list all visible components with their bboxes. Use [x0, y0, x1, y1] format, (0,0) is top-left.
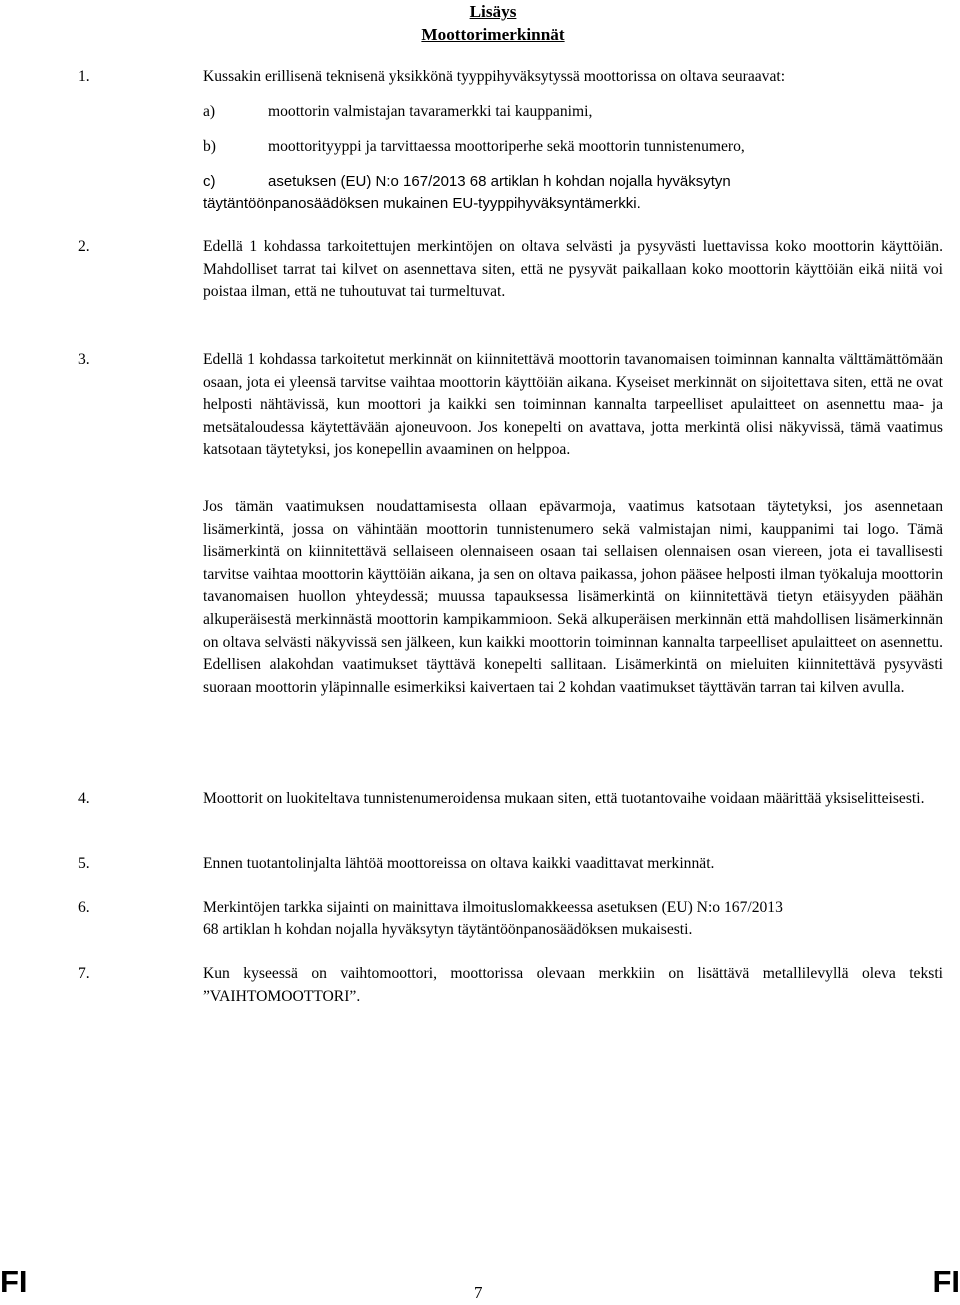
subitem-text-continued: täytäntöönpanosäädöksen mukainen EU-tyyppihyväksyntämerkki. — [203, 195, 641, 212]
page-number: 7 — [474, 1283, 483, 1302]
subitem-text: moottorityyppi ja tarvittaessa moottoriperhe sekä moottorin tunnistenumero, — [268, 138, 745, 155]
item-number: 7. — [78, 965, 90, 982]
subitem-label: c) — [203, 173, 216, 190]
item-text: Kun kyseessä on vaihtomoottori, moottorissa olevaan merkkiin on lisättävä metallilevyllä oleva teksti ”VAIHTOMOOTTORI”. — [203, 965, 943, 1005]
item-text: Moottorit on luokiteltava tunnistenumeroidensa mukaan siten, että tuotantovaihe voidaan määrittää yksiselitteisesti. — [203, 790, 925, 807]
item-number: 6. — [78, 899, 90, 916]
item-text-line-2: 68 artiklan h kohdan nojalla hyväksytyn täytäntöönpanosäädöksen mukaisesti. — [203, 921, 693, 938]
subitem-label: b) — [203, 138, 216, 155]
footer-language-code-left: FI — [0, 1264, 28, 1299]
page-title-line-1: Lisäys — [469, 2, 517, 21]
subitem-label: a) — [203, 103, 216, 120]
subitem-text: asetuksen (EU) N:o 167/2013 68 artiklan h kohdan nojalla hyväksytyn — [268, 173, 731, 190]
item-number: 2. — [78, 238, 90, 255]
item-text-line-1: Merkintöjen tarkka sijainti on mainittava ilmoituslomakkeessa asetuksen (EU) N:o 167/2013 — [203, 899, 783, 916]
item-number: 5. — [78, 855, 90, 872]
item-number: 1. — [78, 68, 90, 85]
subitem-text: moottorin valmistajan tavaramerkki tai kauppanimi, — [268, 103, 593, 120]
item-number: 3. — [78, 351, 90, 368]
item-text: Ennen tuotantolinjalta lähtöä moottoreissa on oltava kaikki vaadittavat merkinnät. — [203, 855, 715, 872]
page-title-line-2: Moottorimerkinnät — [421, 25, 565, 44]
item-number: 4. — [78, 790, 90, 807]
footer-language-code-right: FI — [932, 1264, 960, 1299]
item-text: Edellä 1 kohdassa tarkoitettujen merkintöjen on oltava selvästi ja pysyvästi luettavissa koko moottorin käyttöiän. Mahdolliset tarrat tai kilvet on asennettava siten, että ne pysyvät paikallaan koko moottorin käyttöiän eikä niitä voi poistaa ilman, että ne tuhoutuvat tai turmeltuvat. — [203, 238, 943, 301]
item-text: Kussakin erillisenä teknisenä yksikkönä tyyppihyväksytyssä moottorissa on oltava seuraavat: — [203, 68, 786, 85]
item-text: Edellä 1 kohdassa tarkoitetut merkinnät on kiinnitettävä moottorin tavanomaisen toiminnan kannalta välttämättömään osaan, jota ei yleensä tarvitse vaihtaa moottorin käyttöiän aikana. Kyseiset merkinnät on sijoitettava siten, että ne ovat helposti nähtävissä, kun moottori ja kaikki sen toiminnan kannalta tarpeelliset apulaitteet on asennettu maa- ja metsätaloudessa käytettävään ajoneuvoon. Jos konepelti on avattava, jotta merkintä olisi näkyvissä, tämä vaatimus katsotaan täytetyksi, jos konepellin avaaminen on helppoa. — [203, 351, 943, 459]
item-text-paragraph-2: Jos tämän vaatimuksen noudattamisesta ollaan epävarmoja, vaatimus katsotaan täytetyksi, jos asennetaan lisämerkintä, jossa on vähintään moottorin tunnistenumero sekä valmistajan nimi, kauppanimi tai logo. Tämä lisämerkintä on kiinnitettävä sellaiseen olennaiseen osaan tai sellaisen olennaisen osan viereen, jota ei tavallisesti tarvitse vaihtaa moottorin käyttöiän aikana, ja sen on oltava paikassa, johon pääsee helposti ilman työkaluja moottorin tavanomaisen huollon yhteydessä; muussa tapauksessa lisämerkintä on kiinnitettävä tietyn etäisyyden päähän alkuperäisestä merkinnästä moottorin kampikammioon. Sekä alkuperäisen merkinnän että mahdollisen lisämerkinnän on oltava selvästi näkyvissä sen jälkeen, kun kaikki moottorin toiminnan kannalta tarpeelliset apulaitteet on asennettu. Edellisen alakohdan vaatimukset täyttävä konepelti sallitaan. Lisämerkintä on mieluiten kiinnitettävä pysyvästi suoraan moottorin yläpinnalle esimerkiksi kaivertaen tai 2 kohdan vaatimukset täyttävän tarran tai kilven avulla. — [203, 498, 943, 696]
